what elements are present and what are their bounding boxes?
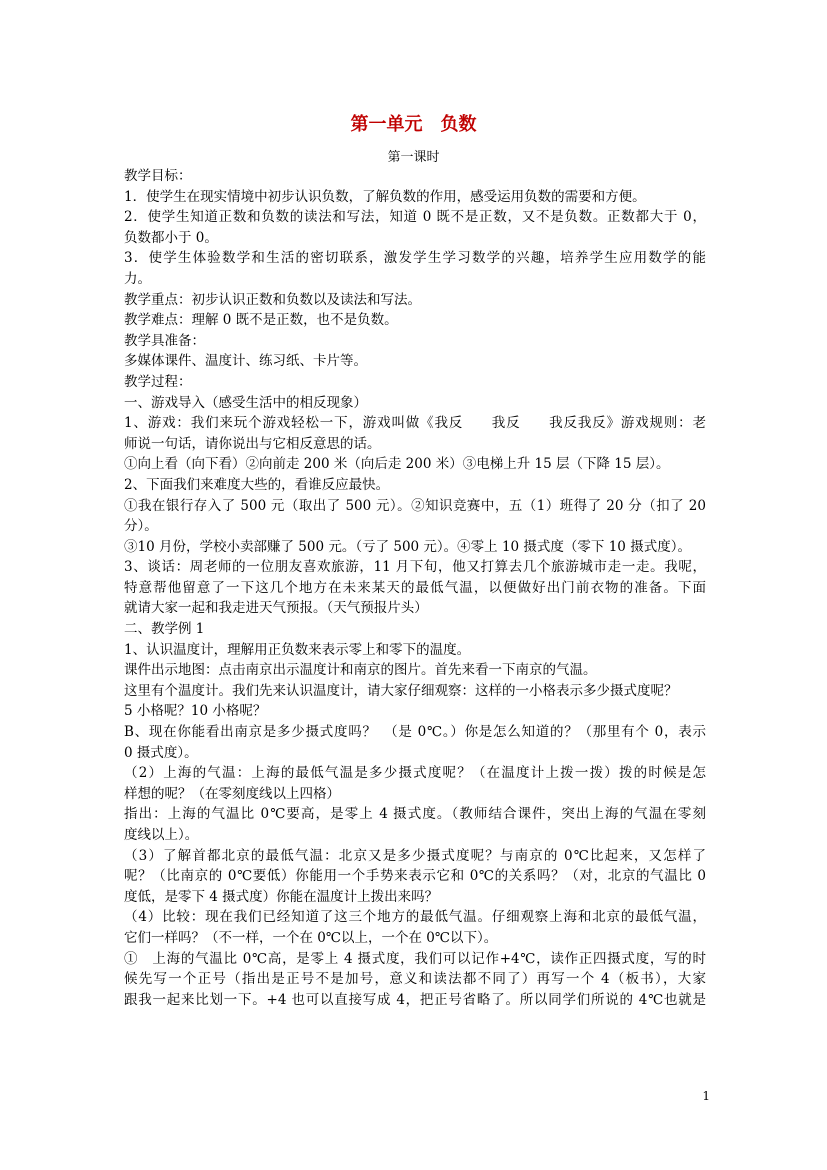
text-line: 课件出示地图：点击南京出示温度计和南京的图片。首先来看一下南京的气温。 — [124, 662, 597, 679]
text-line: ① 上海的气温比 0℃高，是零上 4 摄式度，我们可以记作+4℃，读作正四摄式度，写的时 — [124, 950, 706, 967]
text-line: 候先写一个正号（指出是正号不是加号，意义和读法都不同了）再写一个 4（板书），大家 — [124, 971, 706, 988]
text-line: 5 小格呢？10 小格呢？ — [124, 703, 267, 720]
text-line: 多媒体课件、温度计、练习纸、卡片等。 — [124, 353, 367, 370]
text-line: 二、教学例 1 — [124, 621, 205, 638]
document-body — [124, 166, 706, 1010]
text-line: 分）。 — [124, 518, 158, 535]
text-line: 特意帮他留意了一下这几个地方在未来某天的最低气温，以便做好出门前衣物的准备。下面 — [124, 579, 706, 596]
text-line: ①向上看（向下看）②向前走 200 米（向后走 200 米）③电梯上升 15 层（下降 15 层）。 — [124, 456, 670, 473]
text-line: 教学重点：初步认识正数和负数以及读法和写法。 — [124, 291, 421, 308]
text-line: 1．使学生在现实情境中初步认识负数，了解负数的作用，感受运用负数的需要和方便。 — [124, 188, 646, 205]
text-line: B、现在你能看出南京是多少摄式度吗？ （是 0℃。）你是怎么知道的？（那里有个 0，表示 — [124, 724, 706, 741]
text-line: （2）上海的气温：上海的最低气温是多少摄式度呢？（在温度计上拨一拨）拨的时候是怎 — [124, 765, 706, 782]
text-line: 1、认识温度计，理解用正负数来表示零上和零下的温度。 — [124, 641, 471, 658]
text-line: 2、下面我们来难度大些的，看谁反应最快。 — [124, 476, 390, 493]
text-line: 0 摄式度）。 — [124, 744, 198, 761]
text-line: 就请大家一起和我走进天气预报。（天气预报片头） — [124, 600, 428, 617]
text-line: 它们一样吗？（不一样，一个在 0℃以上，一个在 0℃以下）。 — [124, 929, 498, 946]
text-line: 师说一句话，请你说出与它相反意思的话。 — [124, 435, 381, 452]
text-line: 样想的呢？（在零刻度线以上四格） — [124, 785, 340, 802]
text-line: 这里有个温度计。我们先来认识温度计，请大家仔细观察：这样的一小格表示多少摄式度呢？ — [124, 682, 678, 699]
text-line: 指出：上海的气温比 0℃要高，是零上 4 摄式度。（教师结合课件，突出上海的气温在零刻 — [124, 806, 706, 823]
text-line: 度线以上）。 — [124, 827, 199, 843]
text-line: 教学目标： — [124, 168, 192, 184]
document-title: 第一单元 负数 — [350, 114, 477, 135]
text-line: 3、谈话：周老师的一位朋友喜欢旅游，11 月下旬，他又打算去几个旅游城市走一走。我呢， — [124, 559, 706, 576]
text-line: ③10 月份，学校小卖部赚了 500 元。（亏了 500 元）。④零上 10 摄式度（零下 10 摄式度）。 — [124, 538, 691, 555]
page-number: 1 — [702, 1089, 710, 1103]
text-line: 教学过程： — [124, 373, 192, 390]
text-line: 度低，是零下 4 摄式度）你能在温度计上拨出来吗？ — [124, 888, 439, 905]
text-line: （3）了解首都北京的最低气温：北京又是多少摄式度呢？与南京的 0℃比起来，又怎样了 — [124, 847, 706, 864]
lesson-subtitle: 第一课时 — [387, 150, 440, 165]
text-line: （4）比较：现在我们已经知道了这三个地方的最低气温。仔细观察上海和北京的最低气温， — [124, 909, 706, 926]
text-line: 教学具准备： — [124, 332, 205, 349]
text-line: 负数都小于 0。 — [124, 229, 218, 246]
text-line: 跟我一起来比划一下。+4 也可以直接写成 4，把正号省略了。所以同学们所说的 4℃也就是 — [124, 991, 706, 1008]
text-line: 一、游戏导入（感受生活中的相反现象） — [124, 394, 367, 411]
text-line: ①我在银行存入了 500 元（取出了 500 元）。②知识竞赛中，五（1）班得了 20 分（扣了 20 — [124, 497, 706, 514]
text-line: 1、游戏：我们来玩个游戏轻松一下，游戏叫做《我反 我反 我反我反》游戏规则：老 — [124, 415, 706, 432]
text-line: 教学难点：理解 0 既不是正数，也不是负数。 — [124, 312, 398, 329]
text-line: 力。 — [124, 270, 151, 287]
text-line: 2．使学生知道正数和负数的读法和写法，知道 0 既不是正数，又不是负数。正数都大于 0， — [124, 209, 706, 226]
text-line: 3．使学生体验数学和生活的密切联系，激发学生学习数学的兴趣，培养学生应用数学的能 — [124, 250, 706, 267]
text-line: 呢？（比南京的 0℃要低）你能用一个手势来表示它和 0℃的关系吗？（对，北京的气温比 0 — [124, 868, 706, 885]
